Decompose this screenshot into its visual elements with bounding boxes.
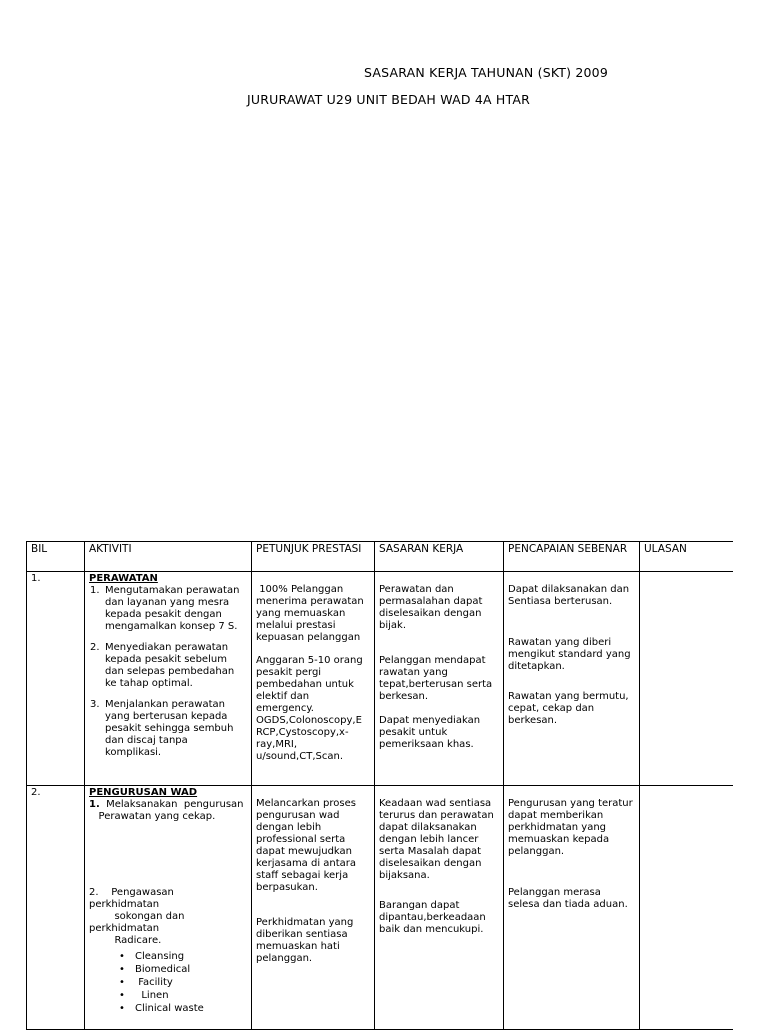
cell-ulasan (640, 786, 733, 1030)
sasaran-text: Barangan dapat dipantau,berkeadaan baik dan mencukupi. (379, 900, 486, 935)
cell-pencapaian (504, 572, 640, 786)
list-item: 2. Menyediakan perawatan kepada pesakit sebelum dan selepas pembedahan ke tahap optimal. (90, 642, 235, 689)
petunjuk-text: 100% Pelanggan menerima perawatan yang memuaskan melalui prestasi kepuasan pelanggan (256, 584, 367, 643)
bullet-list (89, 951, 247, 1015)
list-item (89, 799, 247, 823)
item-text: Menyediakan perawatan kepada pesakit sebelum dan selepas pembedahan ke tahap optimal. (105, 642, 235, 689)
cell-petunjuk (252, 572, 375, 786)
item-text: Menjalankan perawatan yang berterusan kepada pesakit sehingga sembuh dan discaj tanpa komplikasi. (105, 699, 234, 758)
header-pencapaian-sebenar: PENCAPAIAN SEBENAR (504, 542, 640, 572)
cell-sasaran (375, 572, 504, 786)
section-title: PENGURUSAN WAD (89, 787, 198, 798)
pencapaian-text: Rawatan yang bermutu, cepat, cekap dan berkesan. (508, 691, 629, 726)
header-petunjuk-prestasi: PETUNJUK PRESTASI (252, 542, 375, 572)
bullet-item: • Biomedical (119, 964, 247, 976)
header-sasaran-kerja: SASARAN KERJA (375, 542, 504, 572)
document-subtitle: JURURAWAT U29 UNIT BEDAH WAD 4A HTAR (247, 92, 531, 107)
header-bil: BIL (27, 542, 85, 572)
sasaran-text: Dapat menyediakan pesakit untuk pemeriksaan khas. (379, 715, 481, 750)
bullet-item: • Clinical waste (119, 1003, 247, 1015)
petunjuk-text: Anggaran 5-10 orang pesakit pergi pembedahan untuk elektif dan emergency. OGDS,Colonoscopy,E RCP,Cystoscopy,x-ray,MRI, u/sound,CT,Scan. (256, 655, 363, 762)
pencapaian-text: Dapat dilaksanakan dan Sentiasa berterusan. (508, 584, 630, 607)
sasaran-text: Keadaan wad sentiasa terurus dan perawatan dapat dilaksanakan dengan lebih lancer serta Masalah dapat diselesaikan dengan bijaksana. (379, 798, 494, 881)
cell-aktiviti (85, 572, 252, 786)
cell-sasaran (375, 786, 504, 1030)
table-row (27, 572, 733, 786)
item-text: Mengutamakan perawatan dan layanan yang mesra kepada pesakit dengan mengamalkan konsep 7 S. (105, 585, 240, 632)
sasaran-text: Perawatan dan permasalahan dapat diselesaikan dengan bijak. (379, 584, 483, 631)
list-item: 3. Menjalankan perawatan yang berterusan kepada pesakit sehingga sembuh dan discaj tanpa komplikasi. (90, 699, 234, 758)
sasaran-text: Pelanggan mendapat rawatan yang tepat,berterusan serta berkesan. (379, 655, 493, 702)
skt-table (26, 541, 733, 1030)
document-title: SASARAN KERJA TAHUNAN (SKT) 2009 (364, 65, 608, 80)
header-ulasan: ULASAN (640, 542, 733, 572)
pencapaian-text: Pelanggan merasa selesa dan tiada aduan. (508, 887, 628, 910)
bullet-item: • Facility (119, 977, 247, 989)
pencapaian-text: Rawatan yang diberi mengikut standard yang ditetapkan. (508, 637, 631, 672)
table-header-row (27, 542, 733, 572)
cell-pencapaian (504, 786, 640, 1030)
header-aktiviti: AKTIVITI (85, 542, 252, 572)
petunjuk-text: Melancarkan proses pengurusan wad dengan lebih professional serta dapat mewujudkan kerjasama di antara staff sebagai kerja berpasukan. (256, 798, 357, 893)
list-item: 2. Pengawasan perkhidmatan sokongan dan perkhidmatan Radicare. (89, 887, 185, 946)
petunjuk-text: Perkhidmatan yang diberikan sentiasa memuaskan hati pelanggan. (256, 917, 354, 964)
section-title: PERAWATAN (89, 573, 158, 584)
cell-aktiviti (85, 786, 252, 1030)
cell-petunjuk (252, 786, 375, 1030)
item-text: Melaksanakan pengurusan Perawatan yang cekap. (98, 799, 244, 822)
bullet-item: • Linen (119, 990, 247, 1002)
pencapaian-text: Pengurusan yang teratur dapat memberikan perkhidmatan yang memuaskan kepada pelanggan. (508, 798, 633, 857)
item-number: 1. (89, 799, 100, 810)
cell-bil: 1. (27, 572, 85, 786)
cell-bil: 2. (27, 786, 85, 1030)
cell-ulasan (640, 572, 733, 786)
bullet-item: • Cleansing (119, 951, 247, 963)
list-item: 1. Mengutamakan perawatan dan layanan yang mesra kepada pesakit dengan mengamalkan konsep 7 S. (90, 585, 240, 632)
table-row (27, 786, 733, 1030)
